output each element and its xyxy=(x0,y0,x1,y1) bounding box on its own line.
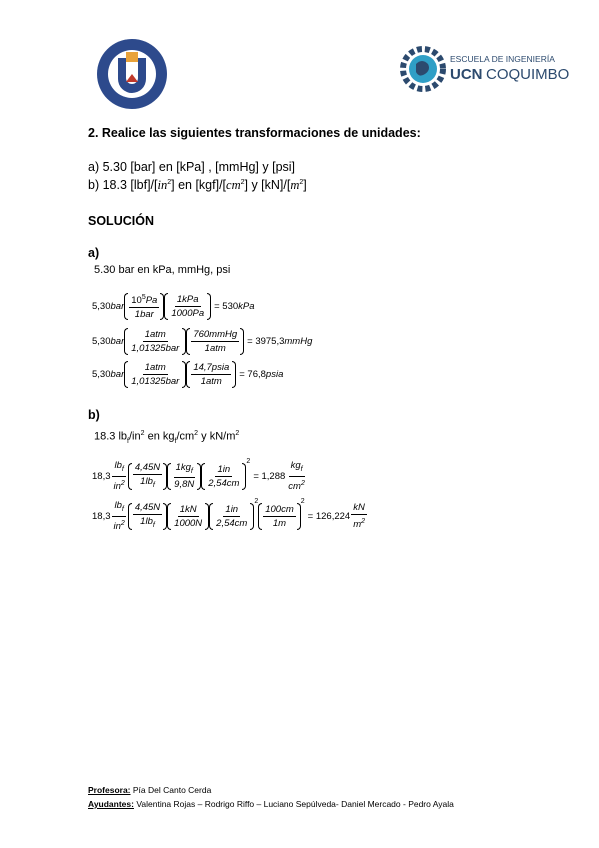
equation-a2 xyxy=(92,328,312,355)
sub-f: f xyxy=(152,481,155,489)
num: 1kN xyxy=(179,503,197,515)
result-unit: kPa xyxy=(238,300,255,312)
num: 1atm xyxy=(144,329,166,340)
result: = 126,224 xyxy=(307,510,351,522)
result-fraction xyxy=(286,460,307,492)
den: 1lb xyxy=(140,475,153,487)
result: = 1,288 xyxy=(253,470,286,482)
item-b-end: ] xyxy=(303,178,307,192)
part-a-label: a) xyxy=(88,246,100,260)
equation-a3 xyxy=(92,361,283,388)
sub-f: f xyxy=(121,505,124,513)
factor xyxy=(167,503,209,530)
den: in xyxy=(113,481,121,493)
eq-lead: 18,3 xyxy=(92,470,111,482)
given-fraction xyxy=(112,500,127,532)
result-fraction xyxy=(351,502,367,530)
equation-a1 xyxy=(92,292,255,320)
problem-item-a xyxy=(88,160,295,174)
eq-lead-unit: bar xyxy=(110,336,125,347)
ucn-seal-logo xyxy=(96,38,168,110)
intro-text: y kN/m xyxy=(198,430,236,443)
result: = 3975,3 xyxy=(247,336,285,347)
exp: 2 xyxy=(140,430,145,437)
den: m xyxy=(353,519,362,531)
equation-b2 xyxy=(92,500,368,532)
factor xyxy=(201,463,246,490)
item-b-in: in xyxy=(157,178,168,192)
factor xyxy=(209,503,254,530)
den: 1000N xyxy=(174,517,203,529)
intro-text: /cm xyxy=(176,430,195,443)
factor xyxy=(128,462,167,491)
intro-text: en kg xyxy=(144,430,175,443)
exp: 2 xyxy=(120,519,125,527)
intro-text: /in xyxy=(128,430,141,443)
num: 4,45N xyxy=(134,501,161,513)
result: = 76,8 xyxy=(239,369,266,380)
assistants-label: Ayudantes: xyxy=(88,799,134,809)
factor xyxy=(186,328,244,355)
problem-title: 2. Realice las siguientes transformaciones de unidades: xyxy=(88,126,421,140)
exp: 2 xyxy=(120,479,125,487)
factor xyxy=(167,462,201,491)
num: 760mmHg xyxy=(193,329,238,340)
den: 9,8N xyxy=(174,479,195,491)
num: 1in xyxy=(217,463,231,475)
num: 10 xyxy=(131,295,142,307)
sub-f: f xyxy=(121,465,124,473)
professor-label: Profesora: xyxy=(88,785,131,795)
item-b-exp: 2 xyxy=(240,178,245,186)
given-fraction xyxy=(112,460,127,492)
exp: 2 xyxy=(300,479,305,487)
eq-lead: 5,30 xyxy=(92,300,111,312)
num: 100cm xyxy=(265,503,294,515)
part-b-intro xyxy=(94,430,239,445)
ucn-label: UCN xyxy=(450,66,483,83)
num: 4,45N xyxy=(134,461,161,473)
num: 1atm xyxy=(144,362,166,373)
factor xyxy=(124,361,186,388)
den: 1atm xyxy=(204,343,226,354)
num: 1kPa xyxy=(176,293,199,305)
item-b-cm: cm xyxy=(226,178,241,192)
exp: 2 xyxy=(235,430,240,437)
professor-name: Pía Del Canto Cerda xyxy=(130,785,212,795)
eq-lead: 5,30 xyxy=(92,369,111,380)
eq-lead: 18,3 xyxy=(92,510,111,522)
intro-text: 18.3 lb xyxy=(94,430,128,443)
num: lb xyxy=(114,500,122,511)
exp: 2 xyxy=(246,458,251,465)
result-unit: psia xyxy=(265,369,284,380)
factor xyxy=(186,361,236,388)
factor xyxy=(124,292,164,320)
exp: 2 xyxy=(254,498,259,505)
den: 1m xyxy=(272,517,287,529)
num: lb xyxy=(114,460,122,471)
escuela-label: ESCUELA DE INGENIERÍA xyxy=(450,54,555,64)
assistants-names: Valentina Rojas – Rodrigo Riffo – Luciano Sepúlveda- Daniel Mercado - Pedro Ayala xyxy=(133,799,454,809)
den: 1,01325bar xyxy=(131,376,180,387)
den: 1atm xyxy=(200,376,222,387)
item-b-m: m xyxy=(290,178,300,192)
exp: 5 xyxy=(141,294,146,301)
eq-lead-unit: bar xyxy=(110,300,125,312)
item-b-part2: ] en [kgf]/[ xyxy=(171,178,227,192)
den: in xyxy=(113,521,121,533)
num: kN xyxy=(353,501,365,513)
sub-f: f xyxy=(127,437,129,445)
part-a-intro: 5.30 bar en kPa, mmHg, psi xyxy=(94,264,231,276)
den: 1bar xyxy=(134,309,154,321)
result-unit: mmHg xyxy=(284,336,313,347)
footer-assistants xyxy=(88,799,454,809)
item-b-part3: ] y [kN]/[ xyxy=(244,178,291,192)
sub-f: f xyxy=(152,521,155,529)
coquimbo-label: COQUIMBO xyxy=(486,66,570,83)
den: 1lb xyxy=(140,515,153,527)
den: 2,54cm xyxy=(208,477,240,489)
problem-item-b xyxy=(88,178,307,193)
den: cm xyxy=(288,481,301,493)
exp: 2 xyxy=(361,517,366,525)
eq-lead: 5,30 xyxy=(92,336,111,347)
item-b-exp: 2 xyxy=(299,178,304,186)
result: = 530 xyxy=(214,300,239,312)
num: kg xyxy=(290,460,301,471)
escuela-ingenieria-logo xyxy=(400,40,570,100)
factor xyxy=(128,502,167,531)
item-b-part1: b) 18.3 [lbf]/[ xyxy=(88,178,158,192)
item-b-exp: 2 xyxy=(167,178,172,186)
num: 1kg xyxy=(175,461,191,473)
footer-professor xyxy=(88,785,211,795)
part-b-label: b) xyxy=(88,408,100,422)
sub-f: f xyxy=(174,437,177,445)
sub-f: f xyxy=(190,467,193,475)
num: 14,7psia xyxy=(193,362,230,373)
unit: Pa xyxy=(145,295,158,307)
problem-item-a-text: a) 5.30 [bar] en [kPa] , [mmHg] y [psi] xyxy=(88,160,296,174)
den: 1000Pa xyxy=(171,307,205,319)
equation-b1 xyxy=(92,460,308,492)
num: 1in xyxy=(225,503,239,515)
den: 2,54cm xyxy=(216,517,248,529)
solution-heading: SOLUCIÓN xyxy=(88,214,154,228)
factor xyxy=(258,503,301,530)
exp: 2 xyxy=(300,498,305,505)
eq-lead-unit: bar xyxy=(110,369,125,380)
sub-f: f xyxy=(300,465,303,473)
den: 1,01325bar xyxy=(131,343,180,354)
factor xyxy=(124,328,186,355)
factor xyxy=(164,293,211,320)
exp: 2 xyxy=(194,430,199,437)
